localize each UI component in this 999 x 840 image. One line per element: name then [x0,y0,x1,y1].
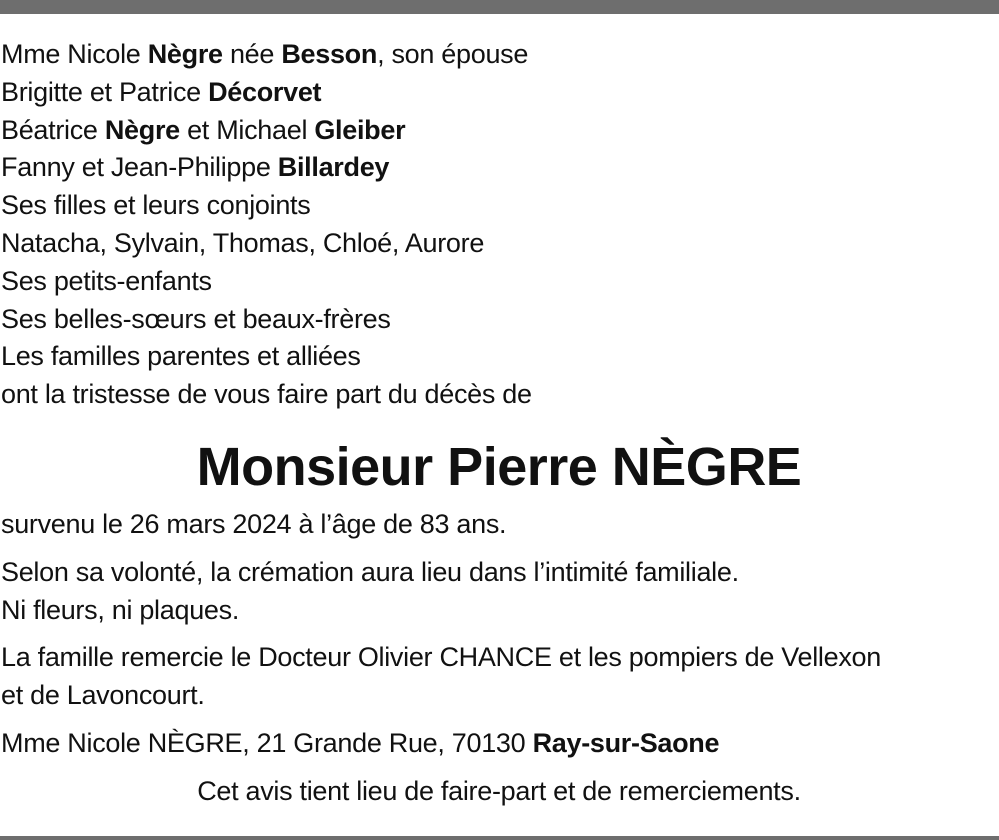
family-line-billardey: Fanny et Jean-Philippe Billardey [1,152,390,183]
cremation-block [1,554,997,630]
bottom-border-bar [0,836,999,840]
closing-line: Cet avis tient lieu de faire-part et de remerciements. [197,775,801,806]
cremation-line: Selon sa volonté, la crémation aura lieu dans l’intimité familiale. [1,556,739,587]
death-date-line: survenu le 26 mars 2024 à l’âge de 83 ans. [1,508,507,539]
family-line-grandchildren-names: Natacha, Sylvain, Thomas, Chloé, Aurore [1,227,485,258]
family-line-grandchildren: Ses petits-enfants [1,265,212,296]
top-border-bar [0,0,999,14]
thanks-line-2: et de Lavoncourt. [1,680,205,711]
address-line: Mme Nicole NÈGRE, 21 Grande Rue, 70130 Ray-sur-Saone [1,727,720,758]
family-line-gleiber: Béatrice Nègre et Michael Gleiber [1,114,406,145]
family-line-daughters: Ses filles et leurs conjoints [1,190,311,221]
thanks-block [1,639,997,715]
thanks-line-1: La famille remercie le Docteur Olivier CHANCE et les pompiers de Vellexon [1,642,881,673]
family-line-relatives: Les familles parentes et alliées [1,341,361,372]
family-line-in-laws: Ses belles-sœurs et beaux-frères [1,303,391,334]
family-line-decorvet: Brigitte et Patrice Décorvet [1,76,322,107]
flowers-line: Ni fleurs, ni plaques. [1,594,240,625]
obituary-notice [1,36,997,811]
deceased-name: Monsieur Pierre NÈGRE [196,436,802,497]
family-line-spouse: Mme Nicole Nègre née Besson, son épouse [1,39,529,69]
announcement-line: ont la tristesse de vous faire part du décès de [1,379,532,410]
